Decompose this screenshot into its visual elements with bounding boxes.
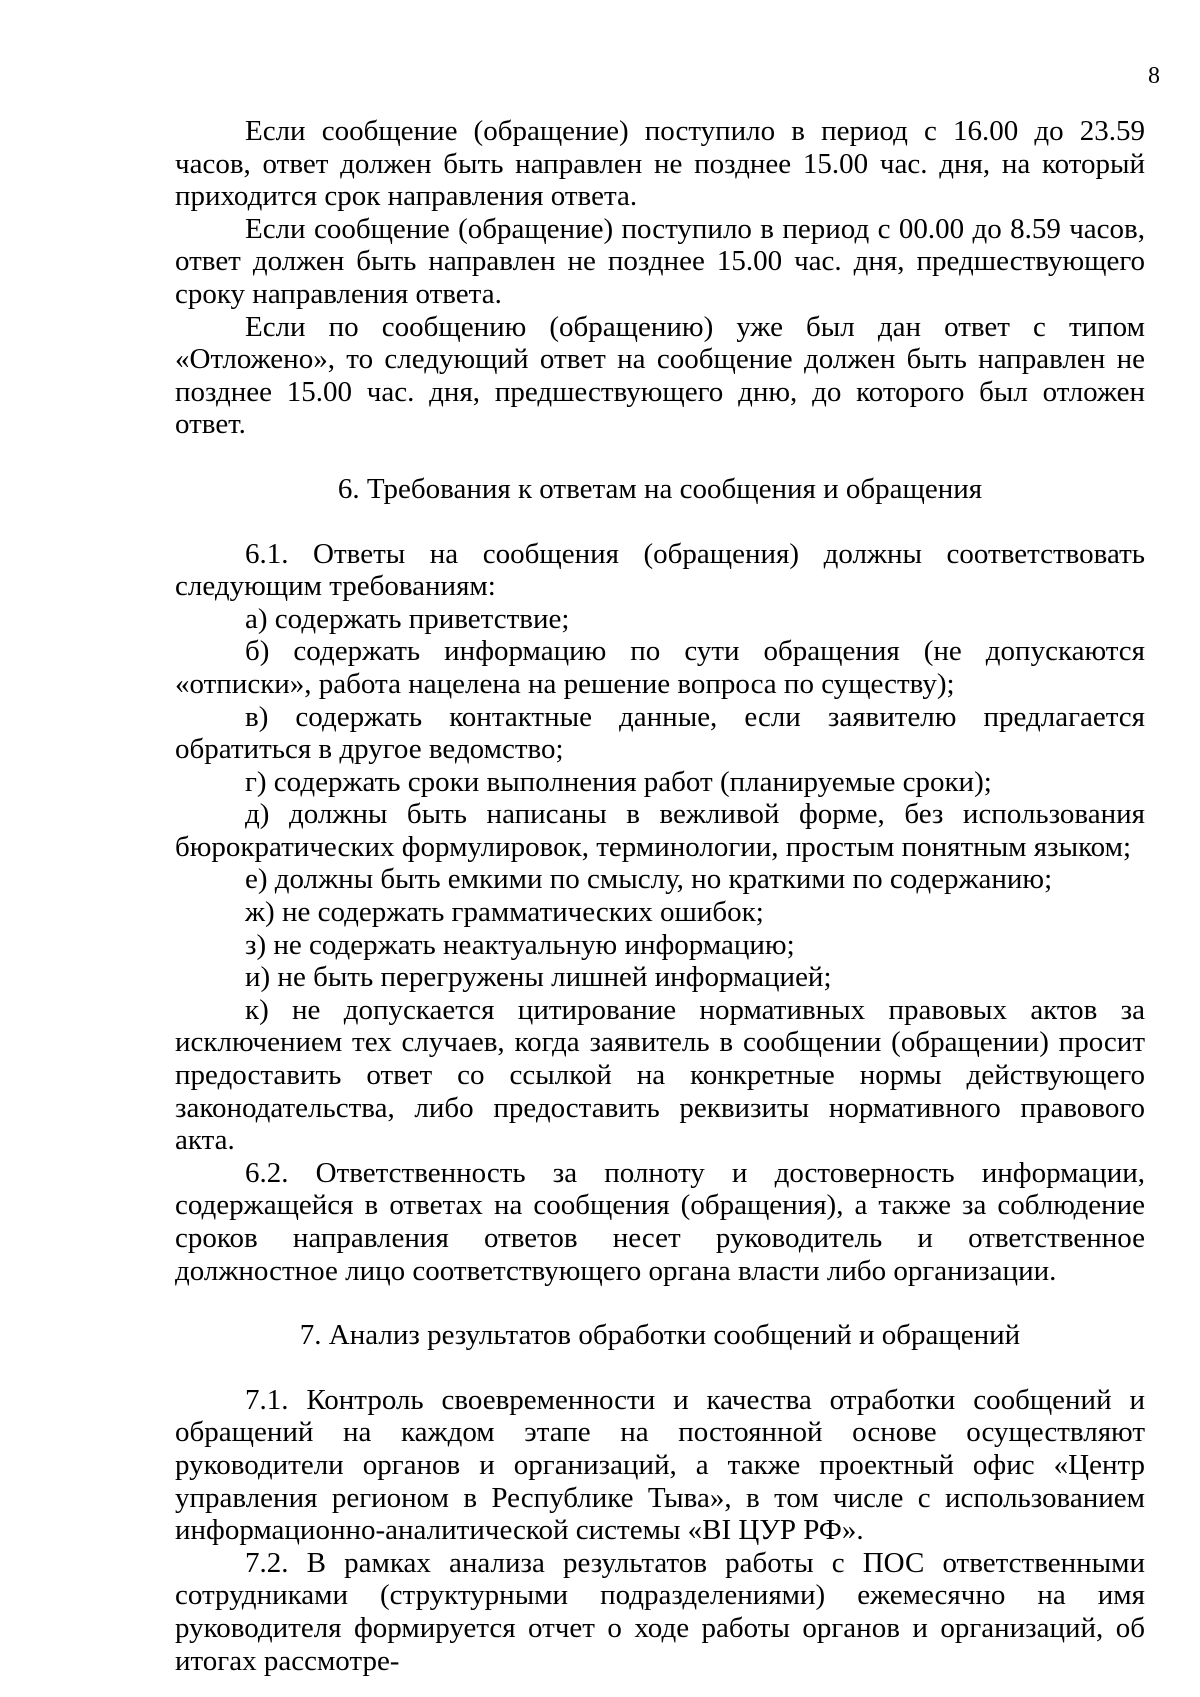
paragraph: Если сообщение (обращение) поступило в период с 00.00 до 8.59 часов, ответ должен быть направлен не позднее 15.00 час. дня, предшествующего сроку направления ответа. [175,212,1145,310]
list-item: ж) не содержать грамматических ошибок; [245,896,764,929]
list-item: к) не допускается цитирование нормативных правовых актов за исключением тех случаев, когда заявитель в сообщении (обращении) просит предоставить ответ со ссылкой на конкретные нормы действующего законодательства, либо предоставить реквизиты нормативного правового акта. [175,993,1145,1157]
section-6-heading: 6. Требования к ответам на сообщения и обращения [337,472,983,505]
paragraph: Если сообщение (обращение) поступило в период с 16.00 до 23.59 часов, ответ должен быть направлен не позднее 15.00 час. дня, на который приходится срок направления ответа. [175,115,1145,213]
paragraph: 7.1. Контроль своевременности и качества отработки сообщений и обращений на каждом этапе на постоянной основе осуществляют руководители органов и организаций, а также проектный офис «Центр управления регионом в Республике Тыва», в том числе с использованием информационно-аналитической системы «BI ЦУР РФ». [175,1383,1145,1547]
list-item: а) содержать приветствие; [245,602,570,635]
section-7-heading: 7. Анализ результатов обработки сообщений и обращений [299,1319,1021,1352]
paragraph: 7.2. В рамках анализа результатов работы с ПОС ответственными сотрудниками (структурными подразделениями) ежемесячно на имя руководителя формируется отчет о ходе работы органов и организаций, об итогах рассмотре- [175,1546,1145,1677]
paragraph: 6.1. Ответы на сообщения (обращения) должны соответствовать следующим требованиям: [175,537,1145,603]
list-item: в) содержать контактные данные, если заявителю предлагается обратиться в другое ведомство; [175,700,1145,766]
paragraph: 6.2. Ответственность за полноту и достоверность информации, содержащейся в ответах на сообщения (обращения), а также за соблюдение сроков направления ответов несет руководитель и ответственное должностное лицо соответствующего органа власти либо организации. [175,1156,1145,1287]
list-item: з) не содержать неактуальную информацию; [245,928,795,961]
list-item: д) должны быть написаны в вежливой форме, без использования бюрократических формулировок, терминологии, простым понятным языком; [175,798,1145,863]
list-item: и) не быть перегружены лишней информацией; [245,961,832,994]
paragraph: Если по сообщению (обращению) уже был дан ответ с типом «Отложено», то следующий ответ на сообщение должен быть направлен не позднее 15.00 час. дня, предшествующего дню, до которого был отложен ответ. [175,310,1145,441]
page-number: 8 [1148,63,1160,89]
list-item: г) содержать сроки выполнения работ (планируемые сроки); [245,765,992,798]
list-item: е) должны быть емкими по смыслу, но краткими по содержанию; [245,863,1053,896]
list-item: б) содержать информацию по сути обращения (не допускаются «отписки», работа нацелена на решение вопроса по существу); [175,635,1145,700]
document-body [175,115,1145,1677]
